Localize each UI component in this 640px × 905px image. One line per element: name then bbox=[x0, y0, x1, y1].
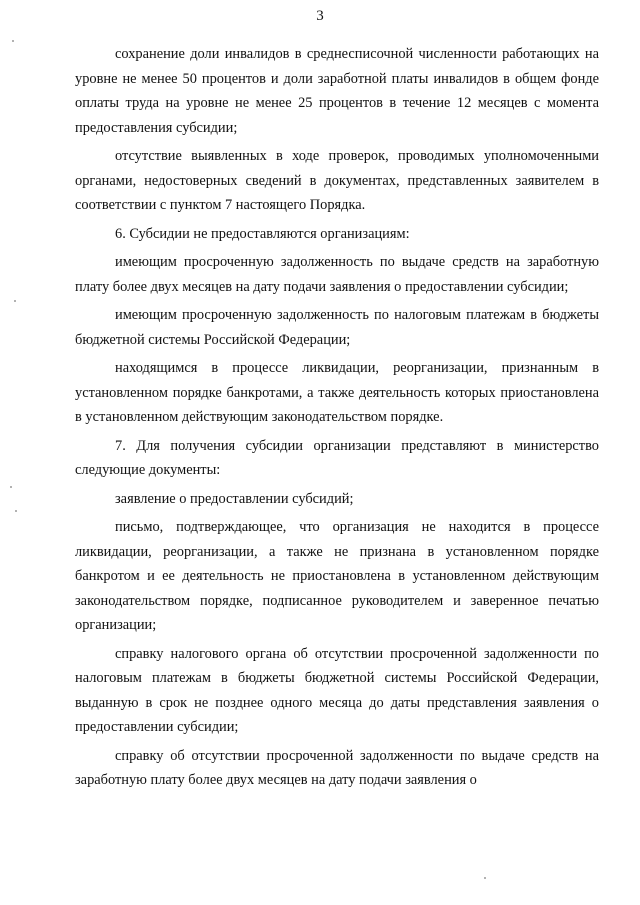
paragraph-wage-arrears: имеющим просроченную задолженность по выдаче средств на заработную плату более двух месяцев на дату подачи заявления о предоставлении субсидии; bbox=[75, 254, 599, 295]
paragraph-disabled-share: сохранение доли инвалидов в среднесписочной численности работающих на уровне не менее 50 процентов и доли заработной платы инвалидов в общем фонде оплаты труда на уровне не менее 25 процентов в течение 12 месяцев с момента предоставления субсидии; bbox=[75, 46, 599, 136]
scan-speck bbox=[14, 300, 16, 302]
paragraph-liquidation: находящимся в процессе ликвидации, реорганизации, признанным в установленном порядке банкротами, а также деятельность которых приостановлена в установленном действующим законодательством порядке. bbox=[75, 360, 599, 425]
paragraph-application: заявление о предоставлении субсидий; bbox=[115, 490, 354, 507]
paragraph-section-6-heading: 6. Субсидии не предоставляются организациям: bbox=[115, 225, 410, 242]
scan-speck bbox=[12, 40, 14, 42]
document-body bbox=[75, 42, 599, 793]
paragraph-wage-certificate: справку об отсутствии просроченной задолженности по выдаче средств на заработную плату более двух месяцев на дату подачи заявления о bbox=[75, 747, 599, 788]
scan-speck bbox=[10, 486, 12, 488]
paragraph-confirmation-letter: письмо, подтверждающее, что организация не находится в процессе ликвидации, реорганизации, а также не признана в установленном порядке банкротом и ее деятельность не приостановлена в установленном действующим законодательством порядке, подписанное руководителем и заверенное печатью организации; bbox=[75, 519, 599, 633]
scan-speck bbox=[484, 877, 486, 879]
paragraph-tax-certificate: справку налогового органа об отсутствии просроченной задолженности по налоговым платежам в бюджеты бюджетной системы Российской Федерации, выданную в срок не позднее одного месяца до даты представления заявления о предоставлении субсидии; bbox=[75, 645, 599, 735]
paragraph-section-7-heading: 7. Для получения субсидии организации представляют в министерство следующие документы: bbox=[75, 437, 599, 478]
page-number: 3 bbox=[316, 8, 324, 24]
scan-speck bbox=[15, 510, 17, 512]
paragraph-tax-arrears: имеющим просроченную задолженность по налоговым платежам в бюджеты бюджетной системы Российской Федерации; bbox=[75, 307, 599, 348]
paragraph-no-false-info: отсутствие выявленных в ходе проверок, проводимых уполномоченными органами, недостоверных сведений в документах, представленных заявителем в соответствии с пунктом 7 настоящего Порядка. bbox=[75, 148, 599, 213]
